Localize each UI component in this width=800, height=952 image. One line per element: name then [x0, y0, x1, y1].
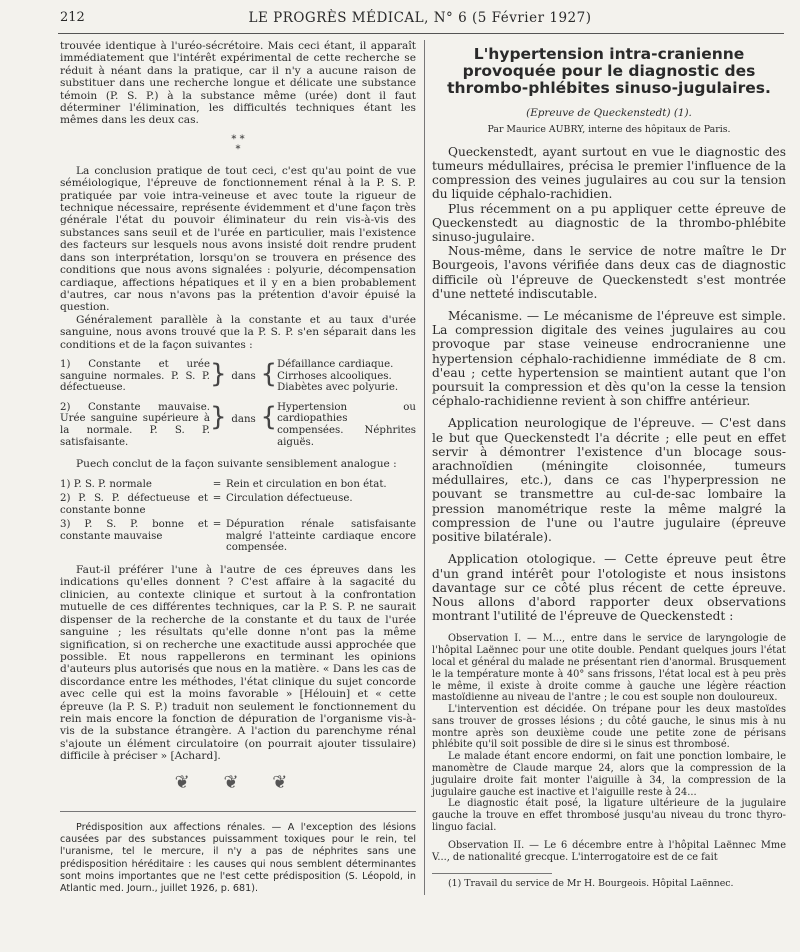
paragraph: Faut-il préférer l'une à l'autre de ces épreuves dans les indications qu'elles donnent ? C'est affaire à la sagacité du clinicien, au contexte clinique et surtout à la confrontation mutuelle de ces différentes techniques, car la P. S. P. ne saurait dispenser de la recherche de la constante et du taux de l'urée sanguine ; les résultats qu'elle donne n'ont pas la même signification, si on recherche une exactitude aussi approchée que possible. Et nous rappellerons en terminant les opinions d'auteurs plus autorisés que nous en la matière. « Dans les cas de discordance entre les méthodes, l'état clinique du sujet concorde avec celle qui est la moins favorable » [Hélouin] et « cette épreuve (la P. S. P.) traduit non seulement le fonctionnement du rein mais encore la fonction de dépuration de l'organisme vis-à-vis de la substance étrangère. A l'action du parenchyme rénal s'ajoute un élément circulatoire (on pourrait ajouter tissulaire) difficile à préciser » [Achard]. [60, 564, 416, 763]
equivalence-row [60, 479, 416, 491]
article-subtitle: (Epreuve de Queckenstedt) (1). [526, 107, 692, 119]
footnote: (1) Travail du service de Mr H. Bourgeois. Hôpital Laënnec. [448, 878, 734, 890]
condition: 2) P. S. P. défectueuse et constante bonne [60, 493, 208, 516]
comparison-row [60, 359, 416, 394]
connector: dans [231, 370, 256, 382]
journal-title: LE PROGRÈS MÉDICAL, N° 6 (5 Février 1927) [248, 10, 592, 26]
paragraph: Puech conclut de la façon suivante sensiblement analogue : [76, 458, 397, 471]
brace: { [260, 358, 278, 389]
fleuron-ornament: ❦ ❦ ❦ [174, 771, 302, 793]
brace: { [260, 401, 278, 432]
article-title: L'hypertension intra-cranienne provoquée pour le diagnostic des thrombo-phlébites sinuso-jugulaires. [447, 45, 771, 97]
paragraph: Application otologique. — Cette épreuve peut être d'un grand intérêt pour l'otologiste et nous insistons davantage sur ce côté plus récent de cette épreuve. Nous allons d'abord rapporter deux observations montrant l'utilité de l'épreuve de Queckenstedt : [432, 552, 786, 624]
meaning: Circulation défectueuse. [226, 493, 353, 505]
meaning: Dépuration rénale satisfaisante malgré l'atteinte cardiaque encore compensée. [226, 519, 416, 554]
equivalence-row [60, 493, 416, 516]
comparison-row [60, 402, 416, 448]
paragraph: Mécanisme. — Le mécanisme de l'épreuve est simple. La compression digitale des veines jugulaires au cou provoque par stase veineuse endrocranienne une hypertension céphalo-rachidienne immédiate de 8 cm. d'eau ; cette hypertension se maintient autant que l'on poursuit la compression et dès qu'on la cesse la tension céphalo-rachidienne revient à son chiffre antérieur. [432, 309, 786, 409]
left-column [60, 40, 416, 895]
section-rule [60, 811, 416, 812]
page-header [60, 10, 780, 30]
column-divider [424, 40, 425, 895]
paragraph: Généralement parallèle à la constante et au taux d'urée sanguine, nous avons trouvé que la P. S. P. s'en séparait dans les conditions et de la façon suivantes : [60, 313, 416, 351]
connector: dans [231, 413, 256, 425]
observation: Le diagnostic était posé, la ligature ultérieure de la jugulaire gauche la trouve en effet thrombosé jusqu'au niveau du tronc thyro-linguo facial. [432, 798, 786, 834]
condition: 1) Constante et urée sanguine normales. P. S. P. défectueuse. [60, 358, 210, 394]
news-item: Prédisposition aux affections rénales. — A l'exception des lésions causées par des substances puissamment toxiques pour le rein, tel l'uranisme, tel le mercure, il n'y a pas de néphrites sans une prédisposition héréditaire : les causes qui nous semblent déterminantes sont moins importantes que ne l'est cette prédisposition (S. Léopold, in Atlantic med. Journ., juillet 1926, p. 681). [60, 821, 416, 894]
footnote-rule [432, 873, 552, 874]
paragraph: Nous-même, dans le service de notre maître le Dr Bourgeois, l'avons vérifiée dans deux cas de diagnostic difficile où l'épreuve de Queckenstedt s'est montrée d'une netteté indiscutable. [432, 244, 786, 301]
byline: Par Maurice AUBRY, interne des hôpitaux de Paris. [487, 124, 731, 136]
condition: 2) Constante mauvaise. Urée sanguine supérieure à la normale. P. S. P. satisfaisante. [60, 401, 210, 448]
brace: } [210, 358, 227, 389]
condition: 3) P. S. P. bonne et constante mauvaise [60, 519, 208, 542]
condition: 1) P. S. P. normale [60, 478, 152, 490]
page-number: 212 [60, 10, 85, 25]
paragraph: trouvée identique à l'uréo-sécrétoire. Mais ceci étant, il apparaît immédiatement que l'intérêt expérimental de cette recherche se réduit à néant dans la pratique, car il n'y a aucune raison de substituer dans une recherche longue et délicate une substance témoin (P. S. P.) à la substance même (urée) dont il faut déterminer l'élimination, les difficultés techniques étant les mêmes dans les deux cas. [60, 40, 416, 127]
equivalence-row [60, 519, 416, 554]
right-column [432, 40, 786, 891]
cases: Défaillance cardiaque. Cirrhoses alcooliques. Diabètes avec polyurie. [277, 358, 399, 394]
paragraph: Application neurologique de l'épreuve. — C'est dans le but que Queckenstedt l'a décrite ; elle peut en effet servir à démontrer l'existence d'un blocage sous-arachnoïdien (méningite cloisonnée, tumeurs médullaires, etc.), dans ce cas l'hyperpression ne pouvant se transmettre au cul-de-sac lombaire la pression manométrique reste la même malgré la compression de l'une ou l'autre jugulaire (épreuve positive bilatérale). [432, 416, 786, 545]
cases: Hypertension ou cardiopathies compensées. Néphrites aiguës. [277, 401, 416, 448]
equals-sign: = [212, 478, 222, 490]
observation: Observation II. — Le 6 décembre entre à l'hôpital Laënnec Mme V..., de nationalité grecque. L'interrogatoire est de ce fait [432, 839, 786, 863]
observation: Observation I. — M..., entre dans le service de laryngologie de l'hôpital Laënnec pour une otite double. Pendant quelques jours l'état local et général du malade ne présentant rien d'anormal. Brusquement le la température monte à 40° sans frissons, l'état local est à peu près le même, il existe à droite comme à gauche une légère réaction mastoïdienne au niveau de l'antre ; le cou est souple non douloureux. [432, 633, 786, 704]
asterism: * * * [231, 133, 245, 155]
observation: Le malade étant encore endormi, on fait une ponction lombaire, le manomètre de Claude marque 24, alors que la compression de la jugulaire droite fait monter l'aiguille à 34, la compression de la jugulaire gauche est inactive et l'aiguille reste à 24... [432, 751, 786, 798]
equals-sign: = [212, 493, 222, 505]
brace: } [210, 401, 227, 432]
paragraph: Queckenstedt, ayant surtout en vue le diagnostic des tumeurs médullaires, précisa le premier l'influence de la compression des veines jugulaires au cou sur la tension du liquide céphalo-rachidien. [432, 144, 786, 202]
paragraph: Plus récemment on a pu appliquer cette épreuve de Queckenstedt au diagnostic de la thrombo-phlébite sinuso-jugulaire. [432, 201, 786, 245]
equals-sign: = [212, 519, 222, 531]
meaning: Rein et circulation en bon état. [226, 478, 387, 490]
observation: L'intervention est décidée. On trépane pour les deux mastoïdes sans trouver de grosses lésions ; du côté gauche, le sinus mis à nu montre après son deuxième coude une petite zone de périsans phlébite qu'il soit possible de dire si le sinus est thrombosé. [432, 704, 786, 751]
paragraph: La conclusion pratique de tout ceci, c'est qu'au point de vue séméiologique, l'épreuve de fonctionnement rénal à la P. S. P. pratiquée par voie intra-veineuse et avec toute la rigueur de technique nécessaire, représente évidemment et d'une façon très générale l'état du pouvoir éliminateur du rein vis-à-vis des substances sans seuil et de l'urée en particulier, mais l'existence des facteurs sur lesquels nous avons insisté doit rendre prudent dans son interprétation, lorsqu'on se trouvera en présence des conditions que nous avons signalées : polyurie, décompensation cardiaque, affections hépatiques et il y en a bien probablement d'autres, car nous n'avons pas la prétention d'avoir épuisé la question. [60, 164, 416, 314]
header-rule [58, 33, 784, 34]
comparison-table [60, 359, 416, 448]
